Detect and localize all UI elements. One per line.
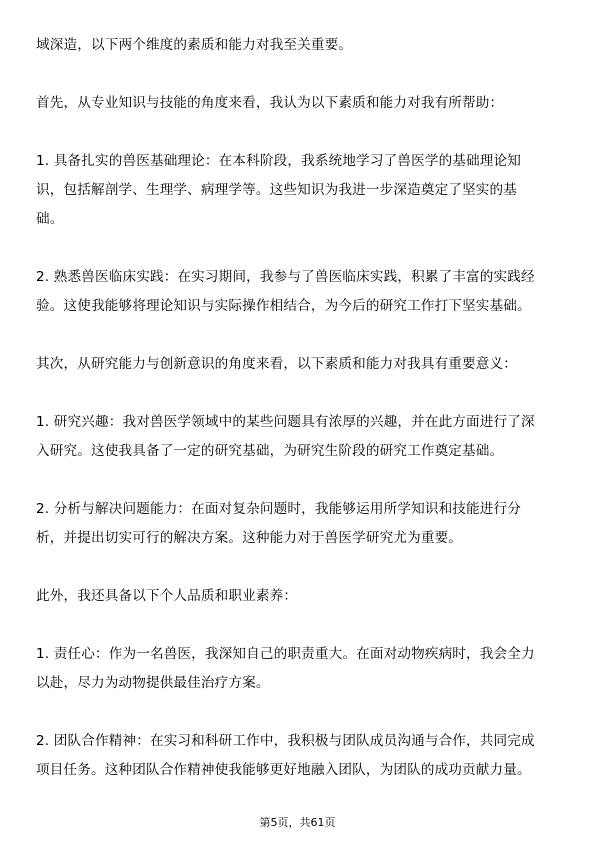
body-text-line: 1. 具备扎实的兽医基础理论：在本科阶段，我系统地学习了兽医学的基础理论知 [36, 153, 522, 169]
body-text-line: 入研究。这使我具备了一定的研究基础，为研究生阶段的研究工作奠定基础。 [36, 443, 504, 459]
body-text-line: 2. 分析与解决问题能力：在面对复杂问题时，我能够运用所学知识和技能进行分 [36, 501, 522, 517]
body-text-line: 础。 [36, 211, 64, 227]
page-number-footer: 第5页，共61页 [259, 816, 336, 829]
body-text-line: 其次，从研究能力与创新意识的角度来看，以下素质和能力对我具有重要意义： [36, 356, 518, 372]
body-text-line: 2. 熟悉兽医临床实践：在实习期间，我参与了兽医临床实践，积累了丰富的实践经 [36, 269, 535, 285]
body-text-line: 此外，我还具备以下个人品质和职业素养： [36, 588, 298, 604]
body-text-line: 析，并提出切实可行的解决方案。这种能力对于兽医学研究尤为重要。 [36, 530, 463, 546]
body-text-line: 域深造，以下两个维度的素质和能力对我至关重要。 [36, 37, 353, 53]
body-text-line: 1. 责任心：作为一名兽医，我深知自己的职责重大。在面对动物疾病时，我会全力 [36, 646, 535, 662]
body-text-line: 验。这使我能够将理论知识与实际操作相结合，为今后的研究工作打下坚实基础。 [36, 298, 531, 314]
body-text-line: 2. 团队合作精神：在实习和科研工作中，我积极与团队成员沟通与合作，共同完成 [36, 733, 535, 749]
body-text-line: 项目任务。这种团队合作精神使我能够更好地融入团队，为团队的成功贡献力量。 [36, 762, 531, 778]
body-text-line: 首先，从专业知识与技能的角度来看，我认为以下素质和能力对我有所帮助： [36, 95, 504, 111]
body-text-line: 识，包括解剖学、生理学、病理学等。这些知识为我进一步深造奠定了坚实的基 [36, 182, 518, 198]
body-text-line: 1. 研究兴趣：我对兽医学领域中的某些问题具有浓厚的兴趣，并在此方面进行了深 [36, 414, 535, 430]
body-text-line: 以赴，尽力为动物提供最佳治疗方案。 [36, 675, 270, 691]
